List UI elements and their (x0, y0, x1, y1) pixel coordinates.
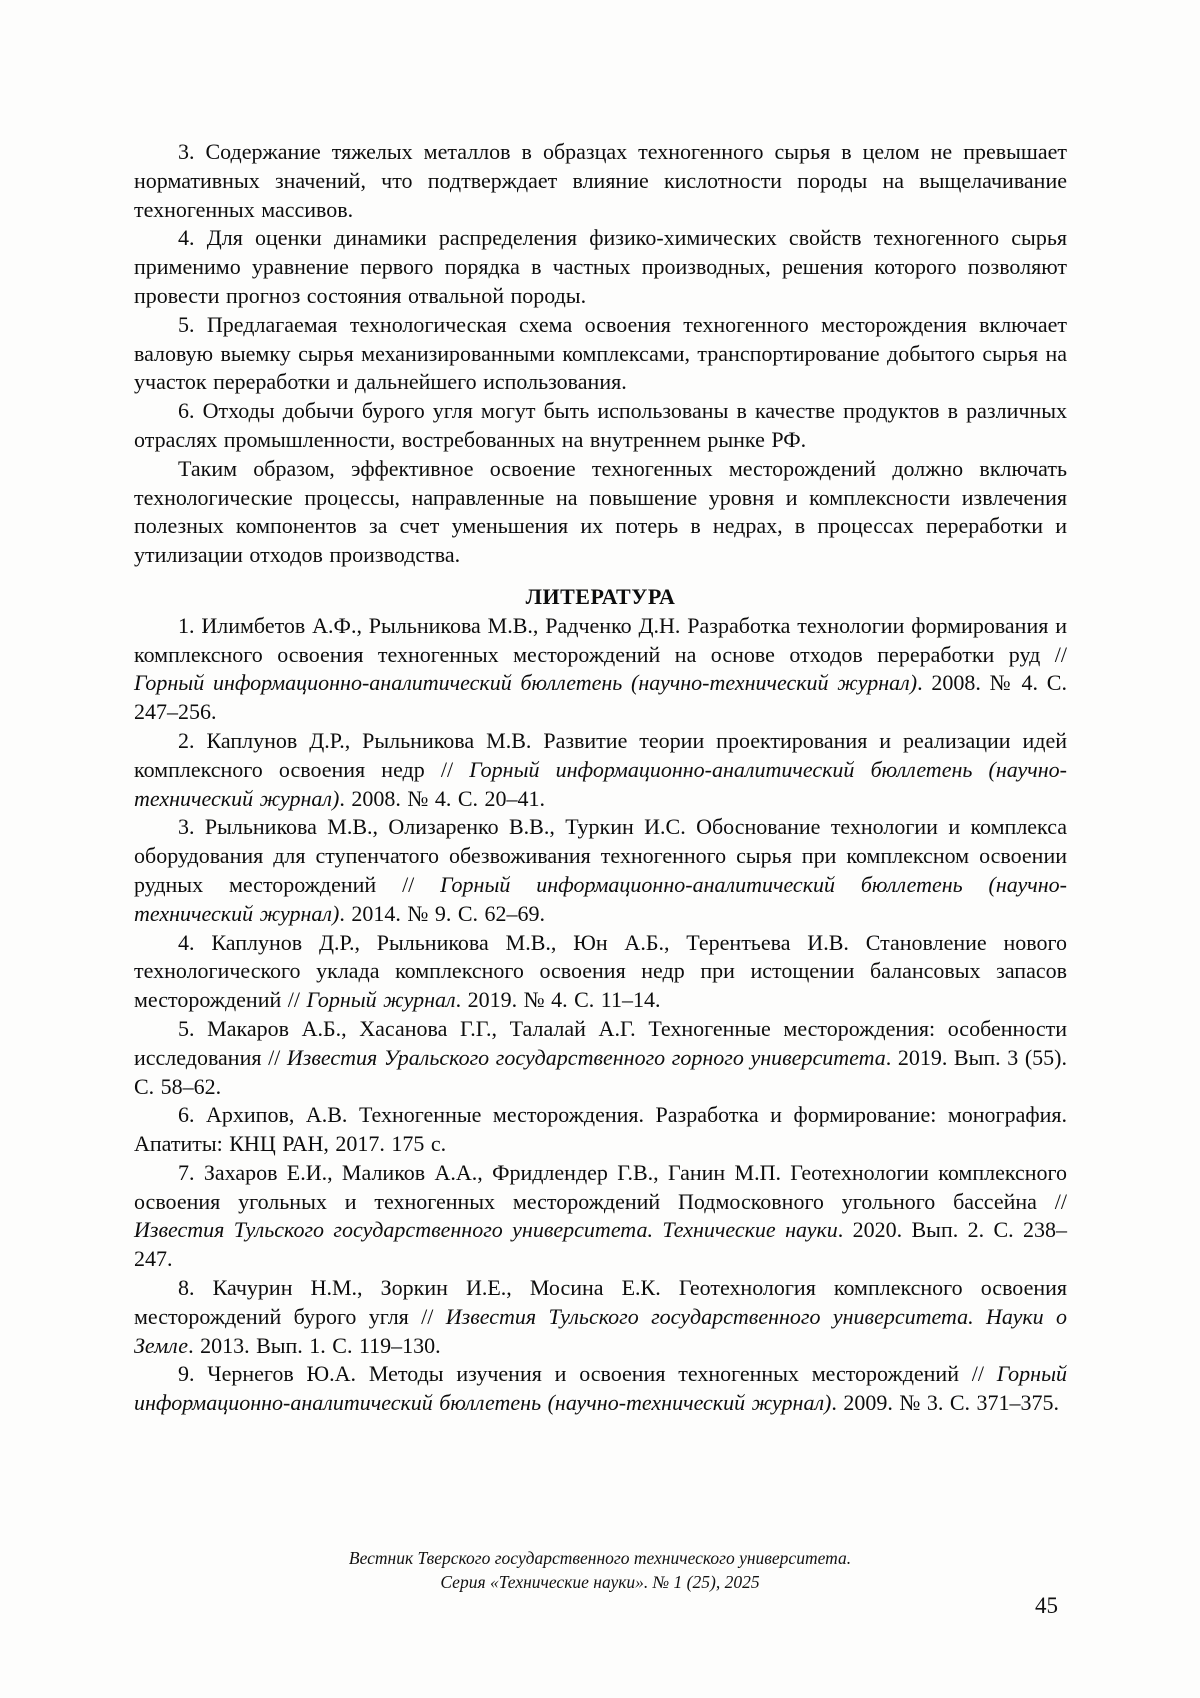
conclusion-paragraph-5 (134, 311, 1067, 397)
text-segment: . 2019. Вып. 3 (55). С. 58–62. (134, 1044, 1067, 1099)
reference-item-3 (134, 813, 1067, 928)
text-segment: 2. Каплунов Д.Р., Рыльникова М.В. Развитие теории проектирования и реализации идей комплексного освоения недр // (134, 727, 1067, 782)
conclusion-paragraph-6 (134, 397, 1067, 455)
reference-item-8 (134, 1274, 1067, 1360)
text-segment: 9. Чернегов Ю.А. Методы изучения и освоения техногенных месторождений // (178, 1361, 997, 1387)
text-segment: 3. Рыльникова М.В., Олизаренко В.В., Туркин И.С. Обоснование технологии и комплекса оборудования для ступенчатого обезвоживания техногенного сырья при комплексном освоении рудных месторождений // (134, 814, 1067, 897)
text-segment: 6. Архипов, А.В. Техногенные месторождения. Разработка и формирование: монография. Апатиты: КНЦ РАН, 2017. 175 с. (134, 1102, 1067, 1157)
text-segment: . 2008. № 4. С. 20–41. (339, 785, 546, 811)
footer-line-1: Вестник Тверского государственного технического университета. (348, 1548, 852, 1568)
reference-item-5 (134, 1015, 1067, 1101)
italic-text-segment: Горный информационно-аналитический бюллетень (научно-технический журнал) (134, 1361, 1067, 1416)
text-segment: 5. Макаров А.Б., Хасанова Г.Г., Талалай А.Г. Техногенные месторождения: особенности исследования // (134, 1015, 1067, 1070)
reference-item-9 (134, 1360, 1067, 1418)
italic-text-segment: Горный информационно-аналитический бюллетень (научно-технический журнал) (134, 670, 918, 696)
footer-line-2: Серия «Технические науки». № 1 (25), 2025 (440, 1572, 760, 1592)
text-segment: 6. Отходы добычи бурого угля могут быть использованы в качестве продуктов в различных отраслях промышленности, востребованных на внутреннем рынке РФ. (134, 398, 1067, 452)
text-segment: 8. Качурин Н.М., Зоркин И.Е., Мосина Е.К. Геотехнология комплексного освоения месторождений бурого угля // (134, 1275, 1067, 1329)
italic-text-segment: Горный информационно-аналитический бюллетень (научно-технический журнал) (134, 756, 1067, 811)
conclusion-paragraph-4 (134, 224, 1067, 310)
text-segment: 3. Содержание тяжелых металлов в образцах техногенного сырья в целом не превышает нормативных значений, что подтверждает влияние кислотности породы на выщелачивание техногенных массивов. (134, 139, 1067, 222)
page-number: 45 (1035, 1593, 1058, 1618)
text-segment: 4. Каплунов Д.Р., Рыльникова М.В., Юн А.Б., Терентьева И.В. Становление нового технологического уклада комплексного освоения недр при истощении балансовых запасов месторождений // (134, 929, 1067, 1013)
text-segment: . 2013. Вып. 1. С. 119–130. (188, 1332, 441, 1358)
text-block (134, 138, 1067, 1418)
text-segment: . 2019. № 4. С. 11–14. (455, 987, 661, 1013)
text-segment: 7. Захаров Е.И., Маликов А.А., Фридлендер Г.В., Ганин М.П. Геотехнологии комплексного освоения угольных и техногенных месторождений Подмосковного угольного бассейна // (134, 1159, 1067, 1214)
reference-item-6 (134, 1101, 1067, 1159)
text-segment: 1. Илимбетов А.Ф., Рыльникова М.В., Радченко Д.Н. Разработка технологии формирования и комплексного освоения техногенных месторождений на основе отходов переработки руд // (134, 612, 1067, 667)
literature-heading: ЛИТЕРАТУРА (525, 583, 676, 609)
conclusion-paragraph-final (134, 455, 1067, 570)
text-segment: . 2008. № 4. С. 247–256. (134, 670, 1067, 725)
reference-item-4 (134, 929, 1067, 1015)
italic-text-segment: Известия Тульского государственного университета. Технические науки (134, 1217, 838, 1243)
italic-text-segment: Горный информационно-аналитический бюллетень (научно-технический журнал) (134, 871, 1067, 926)
text-segment: . 2014. № 9. С. 62–69. (339, 900, 546, 926)
text-segment: Таким образом, эффективное освоение техногенных месторождений должно включать технологические процессы, направленные на повышение уровня и комплексности извлечения полезных компонентов за счет уменьшения их потерь в недрах, в процессах переработки и утилизации отходов производства. (134, 455, 1067, 568)
journal-footer (0, 1546, 1200, 1594)
reference-item-1 (134, 612, 1067, 727)
reference-item-7 (134, 1159, 1067, 1274)
text-segment: . 2020. Вып. 2. С. 238–247. (134, 1217, 1067, 1272)
italic-text-segment: Известия Тульского государственного университета. Науки о Земле (134, 1303, 1067, 1358)
text-segment: . 2009. № 3. С. 371–375. (831, 1390, 1060, 1416)
italic-text-segment: Горный журнал (306, 987, 456, 1013)
conclusion-paragraph-3 (134, 138, 1067, 224)
text-segment: 4. Для оценки динамики распределения физико-химических свойств техногенного сырья применимо уравнение первого порядка в частных производных, решения которого позволяют провести прогноз состояния отвальной породы. (134, 225, 1067, 308)
italic-text-segment: Известия Уральского государственного горного университета (286, 1044, 886, 1070)
text-segment: 5. Предлагаемая технологическая схема освоения техногенного месторождения включает валовую выемку сырья механизированными комплексами, транспортирование добытого сырья на участок переработки и дальнейшего использования. (134, 311, 1067, 395)
reference-item-2 (134, 727, 1067, 813)
